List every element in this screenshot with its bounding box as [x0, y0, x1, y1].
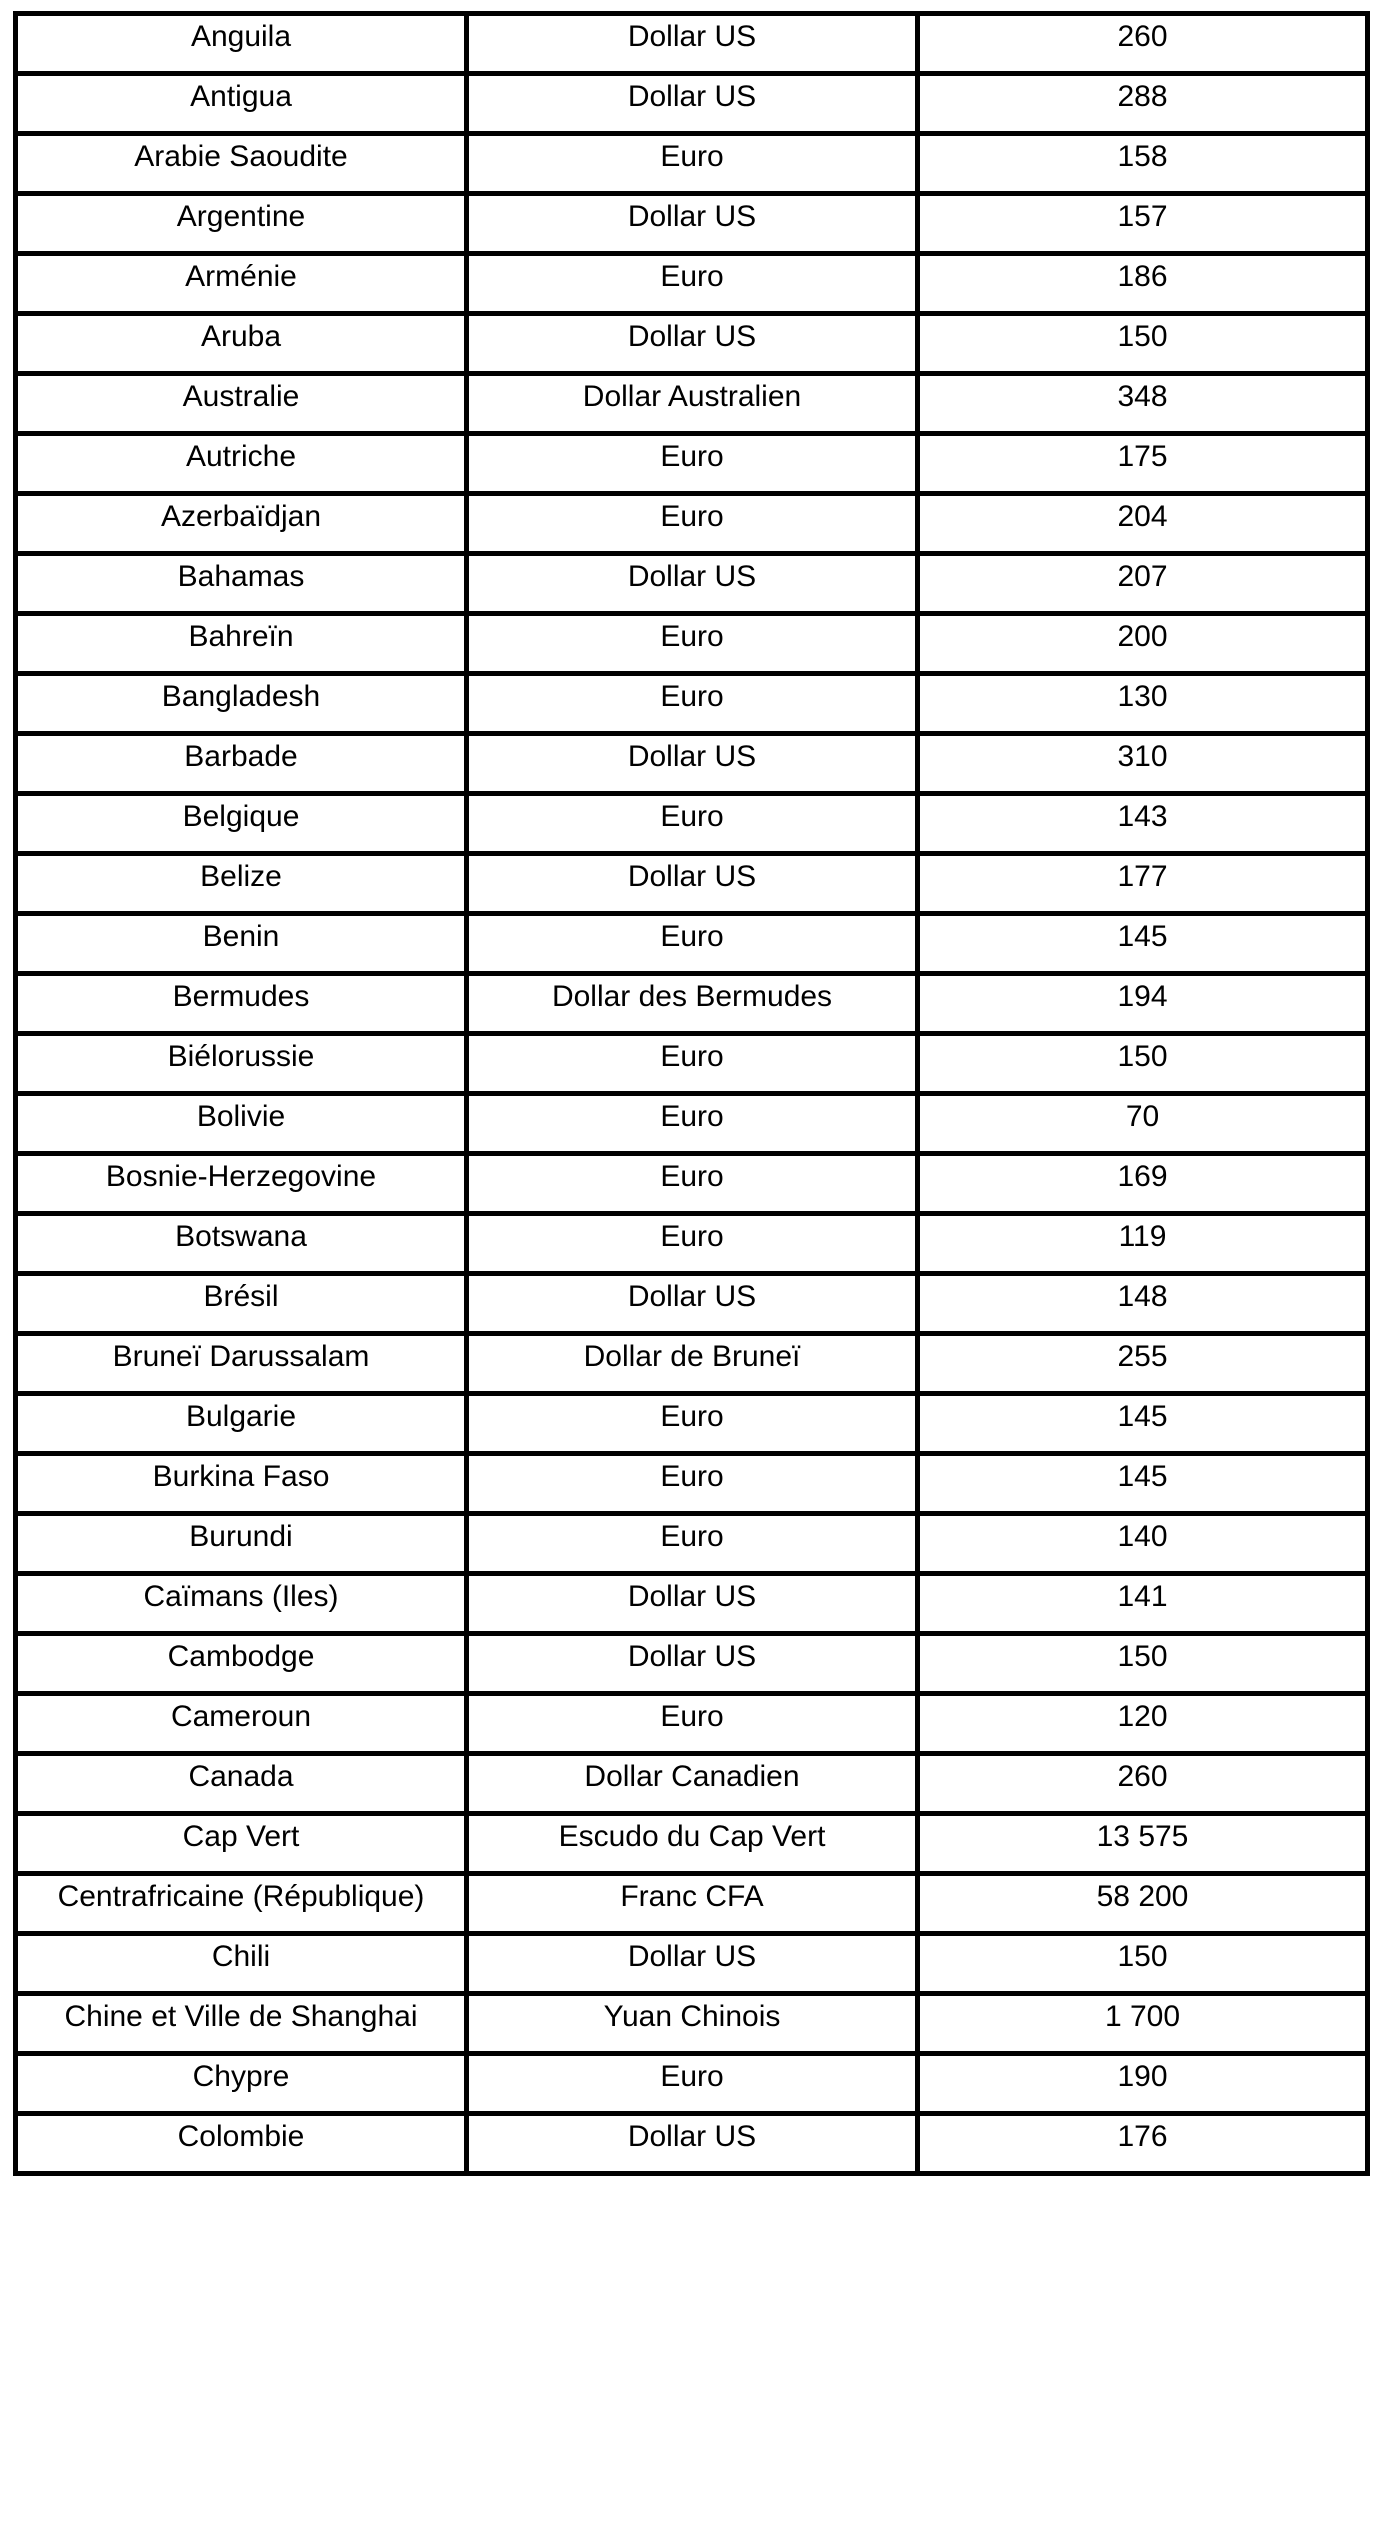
table-row: [16, 194, 1368, 254]
amount-cell: 169: [918, 1154, 1368, 1214]
amount-cell: 145: [918, 1454, 1368, 1514]
table-row: [16, 674, 1368, 734]
currency-cell: Euro: [467, 1454, 918, 1514]
country-cell: Chine et Ville de Shanghai: [16, 1994, 467, 2054]
amount-cell: 70: [918, 1094, 1368, 1154]
country-cell: Autriche: [16, 434, 467, 494]
table-row: [16, 914, 1368, 974]
country-cell: Bahamas: [16, 554, 467, 614]
country-cell: Cambodge: [16, 1634, 467, 1694]
amount-cell: 143: [918, 794, 1368, 854]
country-cell: Belize: [16, 854, 467, 914]
table-row: [16, 1754, 1368, 1814]
amount-cell: 255: [918, 1334, 1368, 1394]
currency-cell: Euro: [467, 1034, 918, 1094]
currency-cell: Euro: [467, 494, 918, 554]
currency-cell: Euro: [467, 794, 918, 854]
table-row: [16, 2114, 1368, 2174]
table-row: [16, 314, 1368, 374]
table-row: [16, 614, 1368, 674]
currency-cell: Dollar US: [467, 854, 918, 914]
amount-cell: 176: [918, 2114, 1368, 2174]
table-row: [16, 1574, 1368, 1634]
amount-cell: 158: [918, 134, 1368, 194]
currency-cell: Euro: [467, 1154, 918, 1214]
currency-cell: Euro: [467, 614, 918, 674]
currency-cell: Euro: [467, 914, 918, 974]
amount-cell: 157: [918, 194, 1368, 254]
currency-cell: Franc CFA: [467, 1874, 918, 1934]
currency-cell: Dollar US: [467, 1634, 918, 1694]
currency-cell: Dollar US: [467, 194, 918, 254]
country-cell: Bangladesh: [16, 674, 467, 734]
table-row: [16, 854, 1368, 914]
currency-cell: Dollar US: [467, 1934, 918, 1994]
table-row: [16, 74, 1368, 134]
amount-cell: 150: [918, 314, 1368, 374]
country-cell: Bermudes: [16, 974, 467, 1034]
allowance-table-container: [13, 11, 1365, 2176]
country-cell: Bahreïn: [16, 614, 467, 674]
amount-cell: 145: [918, 914, 1368, 974]
country-cell: Bosnie-Herzegovine: [16, 1154, 467, 1214]
currency-cell: Dollar US: [467, 314, 918, 374]
country-cell: Bruneï Darussalam: [16, 1334, 467, 1394]
country-cell: Chili: [16, 1934, 467, 1994]
table-row: [16, 254, 1368, 314]
currency-cell: Euro: [467, 674, 918, 734]
allowance-table: [13, 11, 1370, 2176]
currency-cell: Dollar de Bruneï: [467, 1334, 918, 1394]
amount-cell: 204: [918, 494, 1368, 554]
country-cell: Arabie Saoudite: [16, 134, 467, 194]
currency-cell: Euro: [467, 1514, 918, 1574]
currency-cell: Euro: [467, 134, 918, 194]
table-row: [16, 1094, 1368, 1154]
currency-cell: Dollar US: [467, 554, 918, 614]
country-cell: Burundi: [16, 1514, 467, 1574]
country-cell: Brésil: [16, 1274, 467, 1334]
currency-cell: Escudo du Cap Vert: [467, 1814, 918, 1874]
currency-cell: Dollar US: [467, 734, 918, 794]
table-row: [16, 1994, 1368, 2054]
amount-cell: 348: [918, 374, 1368, 434]
country-cell: Centrafricaine (République): [16, 1874, 467, 1934]
amount-cell: 58 200: [918, 1874, 1368, 1934]
amount-cell: 288: [918, 74, 1368, 134]
country-cell: Bulgarie: [16, 1394, 467, 1454]
amount-cell: 120: [918, 1694, 1368, 1754]
amount-cell: 175: [918, 434, 1368, 494]
table-row: [16, 494, 1368, 554]
amount-cell: 260: [918, 14, 1368, 74]
amount-cell: 207: [918, 554, 1368, 614]
currency-cell: Dollar US: [467, 2114, 918, 2174]
table-row: [16, 434, 1368, 494]
currency-cell: Dollar Australien: [467, 374, 918, 434]
amount-cell: 150: [918, 1634, 1368, 1694]
country-cell: Burkina Faso: [16, 1454, 467, 1514]
country-cell: Azerbaïdjan: [16, 494, 467, 554]
table-row: [16, 974, 1368, 1034]
currency-cell: Euro: [467, 254, 918, 314]
table-row: [16, 734, 1368, 794]
table-row: [16, 1514, 1368, 1574]
amount-cell: 145: [918, 1394, 1368, 1454]
country-cell: Cap Vert: [16, 1814, 467, 1874]
country-cell: Australie: [16, 374, 467, 434]
amount-cell: 150: [918, 1034, 1368, 1094]
currency-cell: Euro: [467, 1694, 918, 1754]
table-row: [16, 2054, 1368, 2114]
country-cell: Aruba: [16, 314, 467, 374]
amount-cell: 194: [918, 974, 1368, 1034]
country-cell: Botswana: [16, 1214, 467, 1274]
table-row: [16, 1454, 1368, 1514]
amount-cell: 13 575: [918, 1814, 1368, 1874]
table-row: [16, 1874, 1368, 1934]
amount-cell: 141: [918, 1574, 1368, 1634]
table-row: [16, 1634, 1368, 1694]
amount-cell: 1 700: [918, 1994, 1368, 2054]
amount-cell: 148: [918, 1274, 1368, 1334]
table-row: [16, 794, 1368, 854]
country-cell: Cameroun: [16, 1694, 467, 1754]
amount-cell: 200: [918, 614, 1368, 674]
currency-cell: Euro: [467, 1394, 918, 1454]
amount-cell: 260: [918, 1754, 1368, 1814]
currency-cell: Dollar US: [467, 1574, 918, 1634]
country-cell: Antigua: [16, 74, 467, 134]
country-cell: Biélorussie: [16, 1034, 467, 1094]
country-cell: Arménie: [16, 254, 467, 314]
table-row: [16, 1334, 1368, 1394]
currency-cell: Dollar US: [467, 74, 918, 134]
table-row: [16, 1214, 1368, 1274]
amount-cell: 119: [918, 1214, 1368, 1274]
table-row: [16, 1394, 1368, 1454]
country-cell: Argentine: [16, 194, 467, 254]
country-cell: Barbade: [16, 734, 467, 794]
amount-cell: 150: [918, 1934, 1368, 1994]
table-row: [16, 554, 1368, 614]
table-row: [16, 14, 1368, 74]
table-row: [16, 1034, 1368, 1094]
currency-cell: Dollar US: [467, 1274, 918, 1334]
amount-cell: 190: [918, 2054, 1368, 2114]
table-row: [16, 1274, 1368, 1334]
table-row: [16, 1814, 1368, 1874]
currency-cell: Dollar Canadien: [467, 1754, 918, 1814]
table-row: [16, 134, 1368, 194]
table-row: [16, 1934, 1368, 1994]
country-cell: Caïmans (Iles): [16, 1574, 467, 1634]
country-cell: Canada: [16, 1754, 467, 1814]
country-cell: Benin: [16, 914, 467, 974]
currency-cell: Dollar des Bermudes: [467, 974, 918, 1034]
country-cell: Colombie: [16, 2114, 467, 2174]
currency-cell: Euro: [467, 2054, 918, 2114]
currency-cell: Euro: [467, 1214, 918, 1274]
amount-cell: 140: [918, 1514, 1368, 1574]
currency-cell: Euro: [467, 1094, 918, 1154]
table-body: [16, 14, 1368, 2174]
country-cell: Chypre: [16, 2054, 467, 2114]
amount-cell: 177: [918, 854, 1368, 914]
currency-cell: Dollar US: [467, 14, 918, 74]
table-row: [16, 1154, 1368, 1214]
amount-cell: 186: [918, 254, 1368, 314]
country-cell: Anguila: [16, 14, 467, 74]
amount-cell: 310: [918, 734, 1368, 794]
currency-cell: Yuan Chinois: [467, 1994, 918, 2054]
table-row: [16, 374, 1368, 434]
amount-cell: 130: [918, 674, 1368, 734]
country-cell: Bolivie: [16, 1094, 467, 1154]
table-row: [16, 1694, 1368, 1754]
currency-cell: Euro: [467, 434, 918, 494]
country-cell: Belgique: [16, 794, 467, 854]
